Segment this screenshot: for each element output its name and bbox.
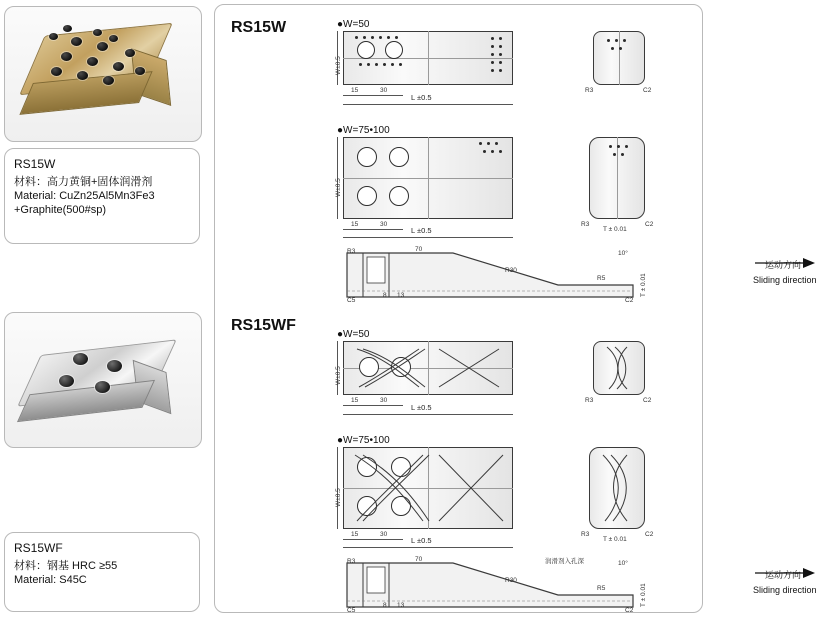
dim-w-label: W±0.5 bbox=[335, 178, 342, 197]
hole-large bbox=[357, 41, 375, 59]
variant-label-w75-100: ●W=75•100 bbox=[337, 435, 390, 446]
d13-label: 13 bbox=[397, 602, 405, 609]
dim-w-label: W±0.5 bbox=[335, 56, 342, 75]
r3-label: R3 bbox=[581, 531, 590, 538]
spec-code: RS15WF bbox=[14, 541, 63, 555]
t-label: T ± 0.01 bbox=[640, 273, 647, 297]
r3-label: R3 bbox=[581, 221, 590, 228]
r30-label: R30 bbox=[505, 577, 517, 584]
d8-label: 8 bbox=[383, 602, 387, 609]
c2-label: C2 bbox=[645, 531, 654, 538]
c2-label: C2 bbox=[625, 297, 634, 304]
dim-l-line bbox=[343, 104, 513, 105]
dim-15-label: 15 bbox=[351, 397, 359, 404]
r3-label: R3 bbox=[585, 397, 594, 404]
d8-label: 8 bbox=[383, 292, 387, 299]
angle-label: 10° bbox=[618, 250, 628, 257]
dim-15-line bbox=[343, 95, 403, 96]
t-label: T ± 0.01 bbox=[603, 226, 627, 233]
grease-groove-x-2 bbox=[343, 447, 513, 529]
c2-label: C2 bbox=[645, 221, 654, 228]
c5-label: C5 bbox=[347, 607, 356, 614]
groove-side-1 bbox=[593, 341, 645, 395]
t-label: T ± 0.01 bbox=[603, 536, 627, 543]
r5-label: R5 bbox=[597, 275, 606, 282]
sliding-direction-cn: 运动方向 bbox=[765, 570, 802, 580]
dim-w-label: W±0.5 bbox=[335, 488, 342, 507]
dim-30-label: 30 bbox=[380, 531, 388, 538]
section-title-rs15wf: RS15WF bbox=[231, 317, 296, 334]
dim-30-label: 30 bbox=[380, 397, 388, 404]
product-photo-rs15wf bbox=[4, 312, 202, 448]
angle-label: 10° bbox=[618, 560, 628, 567]
grease-note: 润滑剂入孔深 bbox=[545, 558, 584, 565]
spec-material-en2: +Graphite(500#sp) bbox=[14, 204, 107, 216]
d13-label: 13 bbox=[397, 292, 405, 299]
dim-15-label: 15 bbox=[351, 87, 359, 94]
sliding-direction-en: Sliding direction bbox=[753, 275, 817, 285]
spec-material-cn: 材料：钢基 HRC ≥55 bbox=[14, 560, 118, 572]
d70-label: 70 bbox=[415, 556, 423, 563]
grease-groove-x-1 bbox=[343, 341, 513, 395]
spec-material-en: Material: S45C bbox=[14, 574, 87, 586]
dim-30-label: 30 bbox=[380, 221, 388, 228]
variant-label-w50: ●W=50 bbox=[337, 329, 370, 340]
hole-large bbox=[389, 186, 409, 206]
dim-30-label: 30 bbox=[380, 87, 388, 94]
hole-large bbox=[357, 186, 377, 206]
r3-label: R3 bbox=[347, 248, 356, 255]
section-title-rs15w: RS15W bbox=[231, 19, 287, 36]
dim-l-label: L ±0.5 bbox=[411, 536, 432, 545]
dim-w-label: W±0.5 bbox=[335, 366, 342, 385]
product-photo-rs15w bbox=[4, 6, 202, 142]
sliding-direction-cn: 运动方向 bbox=[765, 260, 802, 270]
dim-15-label: 15 bbox=[351, 221, 359, 228]
groove-side-2 bbox=[589, 447, 645, 529]
hole-large bbox=[385, 41, 403, 59]
dim-l-label: L ±0.5 bbox=[411, 93, 432, 102]
variant-label-w50: ●W=50 bbox=[337, 19, 370, 30]
spec-card-rs15w bbox=[4, 148, 200, 244]
dim-15-label: 15 bbox=[351, 531, 359, 538]
hole-large bbox=[389, 147, 409, 167]
d70-label: 70 bbox=[415, 246, 423, 253]
c2-label: C2 bbox=[643, 87, 652, 94]
t-label: T ± 0.01 bbox=[640, 583, 647, 607]
r3-label: R3 bbox=[585, 87, 594, 94]
drawings-panel bbox=[214, 4, 817, 614]
r3-label: R3 bbox=[347, 558, 356, 565]
dim-l-label: L ±0.5 bbox=[411, 403, 432, 412]
spec-card-rs15wf bbox=[4, 532, 200, 612]
c5-label: C5 bbox=[347, 297, 356, 304]
sliding-direction-en: Sliding direction bbox=[753, 585, 817, 595]
c2-label: C2 bbox=[625, 607, 634, 614]
spec-code: RS15W bbox=[14, 157, 56, 171]
spec-material-en: Material: CuZn25Al5Mn3Fe3 bbox=[14, 190, 155, 202]
r5-label: R5 bbox=[597, 585, 606, 592]
hole-large bbox=[357, 147, 377, 167]
dim-l-label: L ±0.5 bbox=[411, 226, 432, 235]
r30-label: R30 bbox=[505, 267, 517, 274]
c2-label: C2 bbox=[643, 397, 652, 404]
spec-material-cn: 材料：高力黄铜+固体润滑剂 bbox=[14, 176, 153, 188]
variant-label-w75-100: ●W=75•100 bbox=[337, 125, 390, 136]
left-column bbox=[4, 4, 204, 613]
